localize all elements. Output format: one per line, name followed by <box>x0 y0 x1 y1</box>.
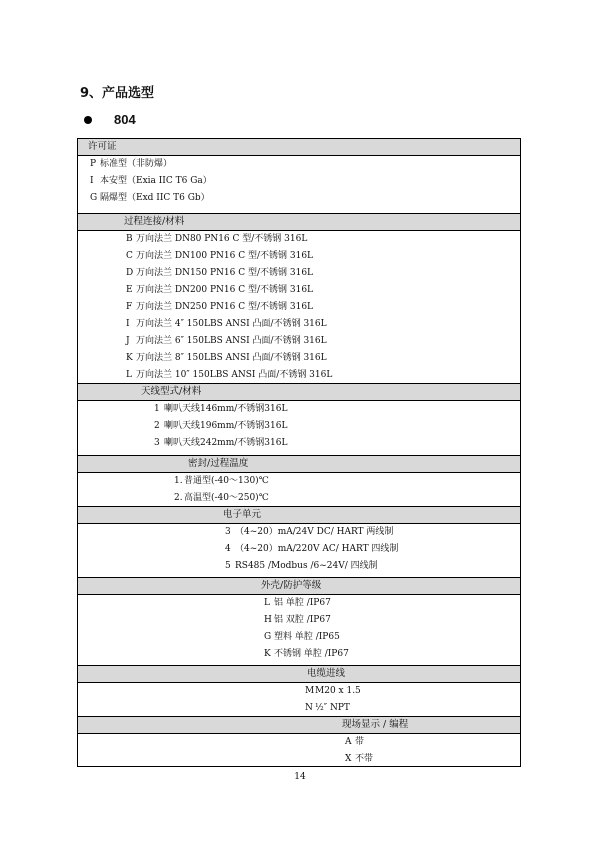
option-row <box>78 683 520 700</box>
option-label: 万向法兰 6″ 150LBS ANSI 凸面/不锈钢 316L <box>136 336 327 346</box>
option-row <box>78 316 520 333</box>
option-code: J <box>126 336 130 346</box>
option-code: 1 <box>154 404 160 414</box>
option-code: A <box>345 737 352 747</box>
option-label: 铝 单腔 /IP67 <box>274 598 331 608</box>
option-row <box>78 541 520 558</box>
option-label: ½″ NPT <box>315 703 350 713</box>
option-label: 万向法兰 DN80 PN16 C 型/不锈钢 316L <box>136 234 308 244</box>
option-label: RS485 /Modbus /6~24V/ 四线制 <box>235 561 378 571</box>
option-label: 万向法兰 DN200 PN16 C 型/不锈钢 316L <box>136 285 314 295</box>
section-title: 电子单元 <box>223 509 262 520</box>
option-label: 万向法兰 10″ 150LBS ANSI 凸面/不锈钢 316L <box>136 370 333 380</box>
option-label: 万向法兰 DN250 PN16 C 型/不锈钢 316L <box>136 302 314 312</box>
option-row <box>78 367 520 384</box>
option-label: 喇叭天线242mm/不锈钢316L <box>164 438 288 448</box>
option-row <box>78 751 520 768</box>
option-row <box>78 248 520 265</box>
option-label: （4~20）mA/220V AC/ HART 四线制 <box>235 544 399 554</box>
bullet-icon <box>84 116 92 124</box>
option-code: 1. <box>174 476 183 486</box>
option-code: 3 <box>225 527 231 537</box>
option-row <box>78 231 520 248</box>
section-header <box>78 138 520 156</box>
option-label: 本安型（Exia IIC T6 Ga） <box>100 176 212 186</box>
section-title: 外壳/防护等级 <box>261 580 322 591</box>
section-header <box>78 213 520 231</box>
option-code: E <box>126 285 133 295</box>
option-label: M20 x 1.5 <box>315 686 361 696</box>
option-row <box>78 558 520 575</box>
option-code: 5 <box>225 561 231 571</box>
model-line <box>84 112 136 127</box>
option-label: 万向法兰 4″ 150LBS ANSI 凸面/不锈钢 316L <box>136 319 327 329</box>
option-code: K <box>126 353 133 363</box>
option-code: C <box>126 251 133 261</box>
option-label: 万向法兰 DN150 PN16 C 型/不锈钢 316L <box>136 268 314 278</box>
option-label: 塑料 单腔 /IP65 <box>274 632 340 642</box>
section-header <box>78 506 520 524</box>
model-number: 804 <box>114 112 136 127</box>
option-code: L <box>126 370 132 380</box>
page-number: 14 <box>294 772 306 782</box>
section-header <box>78 383 520 401</box>
option-row <box>78 265 520 282</box>
option-row <box>78 629 520 646</box>
option-row <box>78 524 520 541</box>
section-title: 过程连接/材料 <box>124 216 185 227</box>
option-row <box>78 473 520 490</box>
option-row <box>78 734 520 751</box>
option-code: N <box>305 703 313 713</box>
option-code: L <box>264 598 270 608</box>
option-code: P <box>90 159 97 169</box>
option-label: 带 <box>355 737 365 747</box>
option-code: G <box>264 632 272 642</box>
section-title: 密封/过程温度 <box>188 458 249 469</box>
option-code: B <box>126 234 133 244</box>
selection-table <box>77 138 521 767</box>
section-header <box>78 665 520 683</box>
option-row <box>78 156 520 173</box>
option-row <box>78 173 520 190</box>
option-row <box>78 490 520 507</box>
option-code: I <box>126 319 130 329</box>
option-code: G <box>90 193 98 203</box>
section-title: 天线型式/材料 <box>141 386 202 397</box>
option-code: 3 <box>154 438 160 448</box>
option-code: 2 <box>154 421 160 431</box>
option-label: 铝 双腔 /IP67 <box>274 615 331 625</box>
option-row <box>78 299 520 316</box>
option-row <box>78 282 520 299</box>
option-label: 喇叭天线146mm/不锈钢316L <box>164 404 288 414</box>
option-code: F <box>126 302 133 312</box>
option-label: 高温型(-40～250)℃ <box>184 493 269 503</box>
section-header <box>78 455 520 473</box>
option-label: 万向法兰 8″ 150LBS ANSI 凸面/不锈钢 316L <box>136 353 327 363</box>
option-row <box>78 350 520 367</box>
section-title: 电缆进线 <box>307 668 346 679</box>
section-header <box>78 716 520 734</box>
option-label: 万向法兰 DN100 PN16 C 型/不锈钢 316L <box>136 251 314 261</box>
option-code: 2. <box>174 493 183 503</box>
option-code: M <box>305 686 315 696</box>
option-row <box>78 435 520 452</box>
option-row <box>78 401 520 418</box>
option-code: 4 <box>225 544 231 554</box>
option-label: （4~20）mA/24V DC/ HART 两线制 <box>235 527 394 537</box>
option-code: H <box>264 615 272 625</box>
option-label: 不锈钢 单腔 /IP67 <box>274 649 349 659</box>
option-label: 喇叭天线196mm/不锈钢316L <box>164 421 288 431</box>
option-row <box>78 333 520 350</box>
option-label: 普通型(-40～130)℃ <box>184 476 269 486</box>
option-code: K <box>264 649 271 659</box>
option-code: D <box>126 268 134 278</box>
section-title: 现场显示 / 编程 <box>342 719 409 730</box>
option-row <box>78 646 520 663</box>
option-row <box>78 700 520 717</box>
option-label: 隔爆型（Exd IIC T6 Gb） <box>100 193 210 203</box>
section-heading: 9、产品选型 <box>80 86 155 101</box>
option-row <box>78 190 520 207</box>
option-label: 不带 <box>355 754 374 764</box>
option-row <box>78 595 520 612</box>
section-header <box>78 577 520 595</box>
section-title: 许可证 <box>88 141 117 152</box>
option-row <box>78 418 520 435</box>
option-row <box>78 612 520 629</box>
option-code: X <box>345 754 352 764</box>
option-label: 标准型（非防爆） <box>100 159 173 169</box>
option-code: I <box>90 176 94 186</box>
